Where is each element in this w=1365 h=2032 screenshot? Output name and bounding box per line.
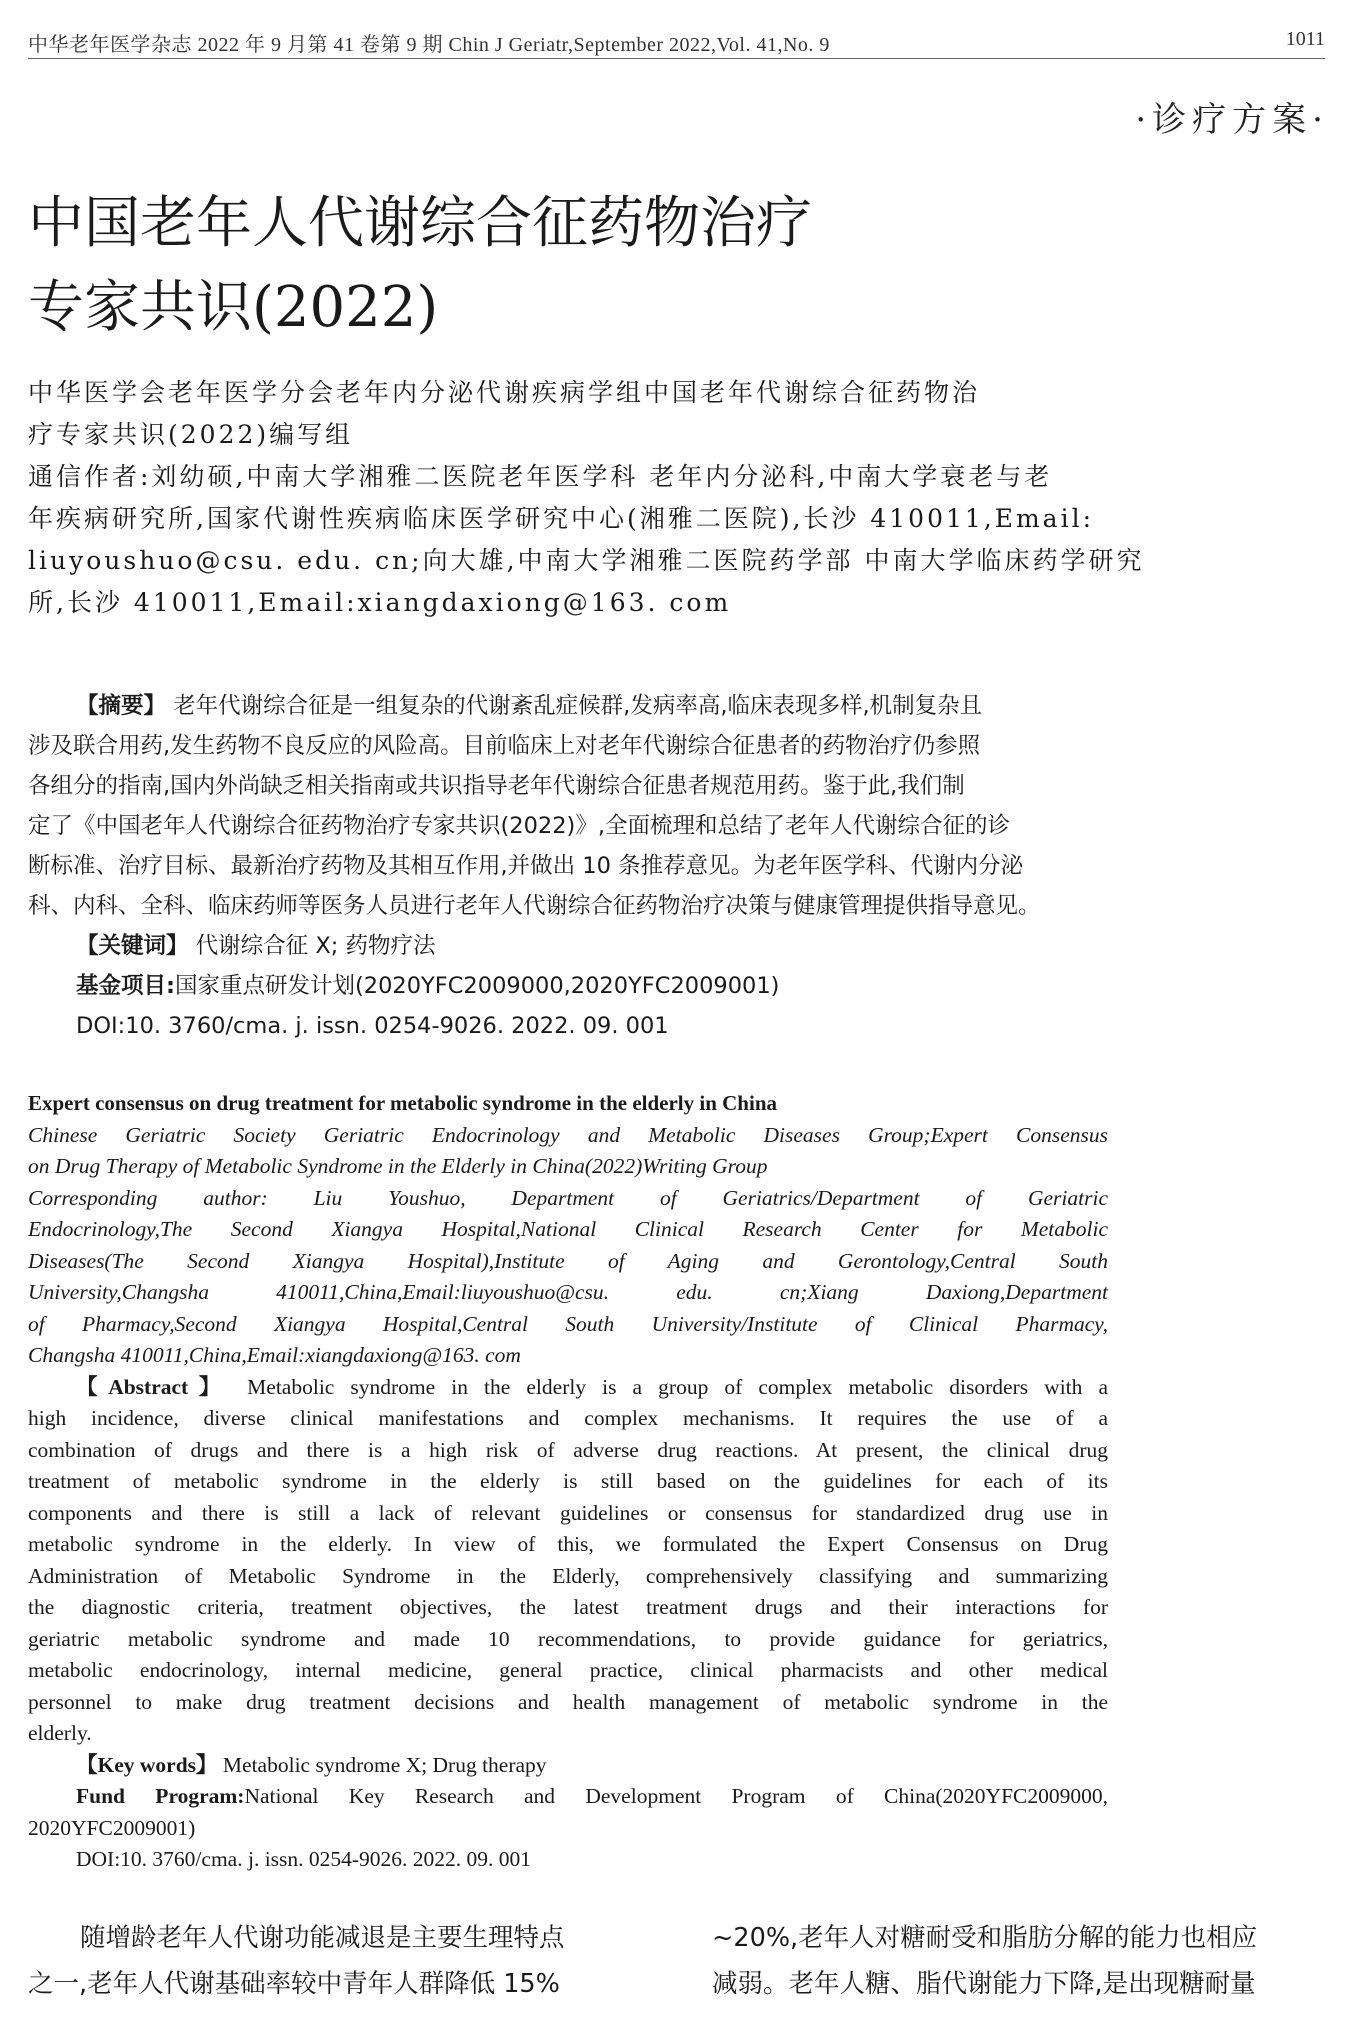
- english-author-line: Endocrinology,The Second Xiangya Hospital,National Clinical Research Center for Metabolic: [28, 1217, 1108, 1241]
- author-line: 通信作者:刘幼硕,中南大学湘雅二医院老年医学科 老年内分泌科,中南大学衰老与老: [28, 462, 1053, 491]
- english-author-line: Changsha 410011,China,Email:xiangdaxiong@163. com: [28, 1343, 521, 1367]
- body-line: 之一,老年人代谢基础率较中青年人群降低 15%: [28, 1969, 560, 1999]
- abstract-line: 各组分的指南,国内外尚缺乏相关指南或共识指导老年代谢综合征患者规范用药。鉴于此,我们制: [28, 773, 965, 799]
- english-abstract-line: high incidence, diverse clinical manifestations and complex mechanisms. It requires the use of a: [28, 1406, 1108, 1430]
- author-block: [28, 372, 1145, 624]
- english-fund-label: Fund Program:: [76, 1784, 245, 1808]
- body-line: 随增龄老年人代谢功能减退是主要生理特点: [80, 1923, 565, 1953]
- english-author-line: on Drug Therapy of Metabolic Syndrome in the Elderly in China(2022)Writing Group: [28, 1154, 768, 1178]
- abstract-line: 涉及联合用药,发生药物不良反应的风险高。目前临床上对老年代谢综合征患者的药物治疗仍参照: [28, 733, 981, 759]
- english-abstract-line: combination of drugs and there is a high risk of adverse drug reactions. At present, the clinical drug: [28, 1437, 1108, 1462]
- page-number: 1011: [1285, 28, 1325, 50]
- author-line: 年疾病研究所,国家代谢性疾病临床医学研究中心(湘雅二医院),长沙 410011,Email:: [28, 504, 1095, 533]
- english-abstract-line: Administration of Metabolic Syndrome in the Elderly, comprehensively classifying and summarizing: [28, 1563, 1108, 1588]
- section-label: ·诊疗方案·: [1135, 100, 1329, 140]
- english-author-line: of Pharmacy,Second Xiangya Hospital,Central South University/Institute of Clinical Pharmacy,: [28, 1311, 1108, 1336]
- author-line: 疗专家共识(2022)编写组: [28, 420, 354, 449]
- english-doi: DOI:10. 3760/cma. j. issn. 0254-9026. 2022. 09. 001: [76, 1847, 532, 1871]
- english-abstract-line: metabolic endocrinology, internal medicine, general practice, clinical pharmacists and other medical: [28, 1658, 1108, 1682]
- english-fund-line: 2020YFC2009001): [28, 1815, 196, 1840]
- author-line: 所,长沙 410011,Email:xiangdaxiong@163. com: [28, 588, 732, 617]
- english-abstract-line: treatment of metabolic syndrome in the elderly is still based on the guidelines for each of its: [28, 1469, 1108, 1493]
- english-abstract-line: the diagnostic criteria, treatment objectives, the latest treatment drugs and their interactions for: [28, 1595, 1108, 1619]
- fund-line: [28, 966, 1115, 1006]
- fund-label: 基金项目:: [76, 973, 175, 999]
- english-fund-line: Fund Program:National Key Research and Development Program of China(2020YFC2009000,: [76, 1784, 1108, 1808]
- english-abstract-line: metabolic syndrome in the elderly. In view of this, we formulated the Expert Consensus on Drug: [28, 1532, 1108, 1556]
- english-abstract-line: components and there is still a lack of relevant guidelines or consensus for standardized drug use in: [28, 1500, 1108, 1525]
- chinese-abstract: [28, 686, 1115, 1046]
- author-line: liuyoushuo@csu. edu. cn;向大雄,中南大学湘雅二医院药学部 中南大学临床药学研究: [28, 546, 1145, 575]
- body-line: 减弱。老年人糖、脂代谢能力下降,是出现糖耐量: [712, 1969, 1256, 1999]
- fund: 国家重点研发计划(2020YFC2009000,2020YFC2009001): [175, 973, 780, 999]
- journal-citation: 中华老年医学杂志 2022 年 9 月第 41 卷第 9 期 Chin J Geriatr,September 2022,Vol. 41,No. 9: [28, 34, 830, 56]
- abstract-line: 【摘要】 老年代谢综合征是一组复杂的代谢紊乱症候群,发病率高,临床表现多样,机制复杂且: [76, 693, 983, 719]
- english-author-line: University,Changsha 410011,China,Email:liuyoushuo@csu. edu. cn;Xiang Daxiong,Department: [28, 1280, 1108, 1304]
- english-abstract-label: 【Abstract】: [76, 1374, 232, 1399]
- running-header: [28, 22, 1325, 59]
- english-keywords-label: 【Key words】: [76, 1752, 218, 1777]
- english-abstract-line: 【Abstract】 Metabolic syndrome in the elderly is a group of complex metabolic disorders with a: [76, 1374, 1109, 1399]
- body-line: ~20%,老年人对糖耐受和脂肪分解的能力也相应: [712, 1923, 1258, 1953]
- english-keywords-line: [28, 1750, 1108, 1782]
- abstract-line: 定了《中国老年人代谢综合征药物治疗专家共识(2022)》,全面梳理和总结了老年人代谢综合征的诊: [28, 813, 1010, 839]
- english-keywords: Metabolic syndrome X; Drug therapy: [222, 1752, 547, 1777]
- english-author-line: Diseases(The Second Xiangya Hospital),Institute of Aging and Gerontology,Central South: [28, 1248, 1108, 1273]
- title-line: 中国老年人代谢综合征药物治疗: [28, 191, 812, 256]
- english-abstract: [28, 1088, 1108, 1876]
- abstract-line: 科、内科、全科、临床药师等医务人员进行老年人代谢综合征药物治疗决策与健康管理提供指导意见。: [28, 893, 1041, 919]
- author-line: 中华医学会老年医学分会老年内分泌代谢疾病学组中国老年代谢综合征药物治: [28, 378, 981, 407]
- article-title: [28, 182, 1028, 350]
- doi: DOI:10. 3760/cma. j. issn. 0254-9026. 2022. 09. 001: [76, 1013, 669, 1039]
- title-line: 专家共识(2022): [28, 275, 439, 340]
- keywords: 代谢综合征 X; 药物疗法: [195, 933, 436, 959]
- english-author-line: Corresponding author: Liu Youshuo, Department of Geriatrics/Department of Geriatric: [28, 1185, 1108, 1210]
- english-abstract-line: geriatric metabolic syndrome and made 10 recommendations, to provide guidance for geriatrics,: [28, 1626, 1108, 1651]
- english-abstract-line: personnel to make drug treatment decisions and health management of metabolic syndrome in the: [28, 1689, 1108, 1714]
- keywords-label: 【关键词】: [76, 933, 189, 959]
- english-author-line: Chinese Geriatric Society Geriatric Endocrinology and Metabolic Diseases Group;Expert Consensus: [28, 1122, 1108, 1147]
- abstract-line: 断标准、治疗目标、最新治疗药物及其相互作用,并做出 10 条推荐意见。为老年医学科、代谢内分泌: [28, 853, 1024, 879]
- body-column-left: [28, 1915, 648, 2007]
- english-title: Expert consensus on drug treatment for metabolic syndrome in the elderly in China: [28, 1091, 777, 1115]
- abstract-label: 【摘要】: [76, 693, 167, 719]
- body-column-right: [712, 1915, 1332, 2007]
- keywords-line: [28, 926, 1115, 966]
- english-abstract-line: elderly.: [28, 1721, 92, 1745]
